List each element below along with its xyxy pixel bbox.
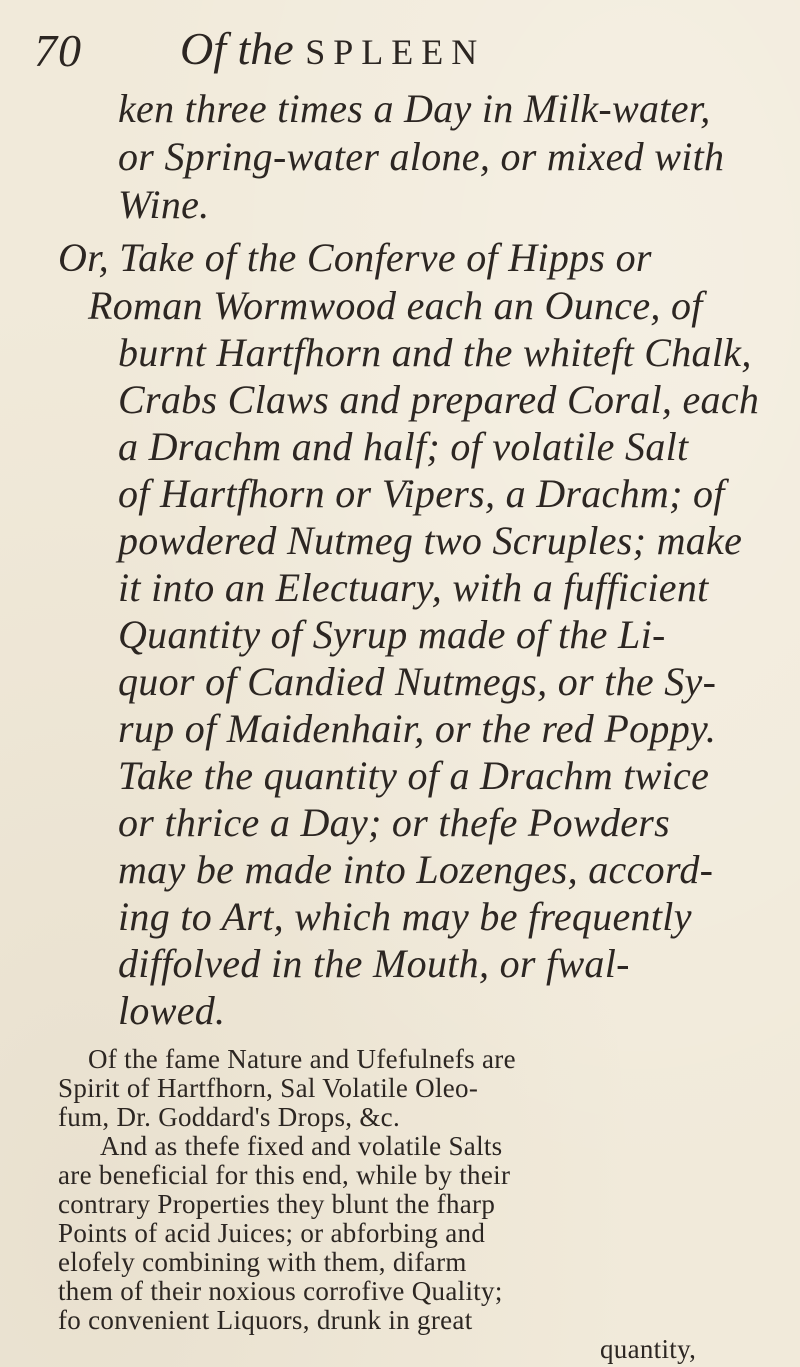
text-line: Of the fame Nature and Ufefulnefs are (88, 1044, 516, 1074)
text-line: Quantity of Syrup made of the Li- (118, 612, 666, 657)
text-line: Or, Take of the Conferve of Hipps or (58, 235, 652, 280)
text-line: fo convenient Liquors, drunk in great (58, 1305, 473, 1335)
page-number: 70 (34, 25, 82, 76)
text-line: lowed. (118, 988, 226, 1033)
text-line: Take the quantity of a Drachm twice (118, 753, 710, 798)
text-line: or Spring-water alone, or mixed with (118, 134, 725, 179)
text-line: fum, Dr. Goddard's Drops, &c. (58, 1102, 401, 1132)
text-line: Roman Wormwood each an Ounce, of (88, 283, 703, 328)
text-line: or thrice a Day; or thefe Powders (118, 800, 671, 845)
text-line: diffolved in the Mouth, or fwal- (118, 941, 630, 986)
text-line: ing to Art, which may be frequently (118, 894, 692, 939)
text-line: are beneficial for this end, while by their (58, 1160, 511, 1190)
text-line: Crabs Claws and prepared Coral, each (118, 377, 760, 422)
text-line: powdered Nutmeg two Scruples; make (118, 518, 743, 563)
text-line: elofely combining with them, difarm (58, 1247, 467, 1277)
text-line: Spirit of Hartfhorn, Sal Volatile Oleo- (58, 1073, 479, 1103)
running-title-prefix: Of the (180, 23, 294, 74)
text-line: Points of acid Juices; or abforbing and (58, 1218, 486, 1248)
running-title (180, 23, 486, 74)
running-title-word: SPLEEN (305, 32, 486, 72)
text-line: it into an Electuary, with a fufficient (118, 565, 709, 610)
text-line: Wine. (118, 182, 210, 227)
text-line: rup of Maidenhair, or the red Poppy. (118, 706, 717, 751)
text-line: a Drachm and half; of volatile Salt (118, 424, 689, 469)
text-line: And as thefe fixed and volatile Salts (100, 1131, 503, 1161)
text-line: quantity, (600, 1334, 697, 1364)
text-line: burnt Hartfhorn and the whiteft Chalk, (118, 330, 752, 375)
text-line: of Hartfhorn or Vipers, a Drachm; of (118, 471, 725, 516)
text-line: contrary Properties they blunt the fharp (58, 1189, 496, 1219)
text-line: ken three times a Day in Milk-water, (118, 86, 711, 131)
text-line: them of their noxious corrofive Quality; (58, 1276, 503, 1306)
text-line: may be made into Lozenges, accord- (118, 847, 714, 892)
text-line: quor of Candied Nutmegs, or the Sy- (118, 659, 717, 704)
